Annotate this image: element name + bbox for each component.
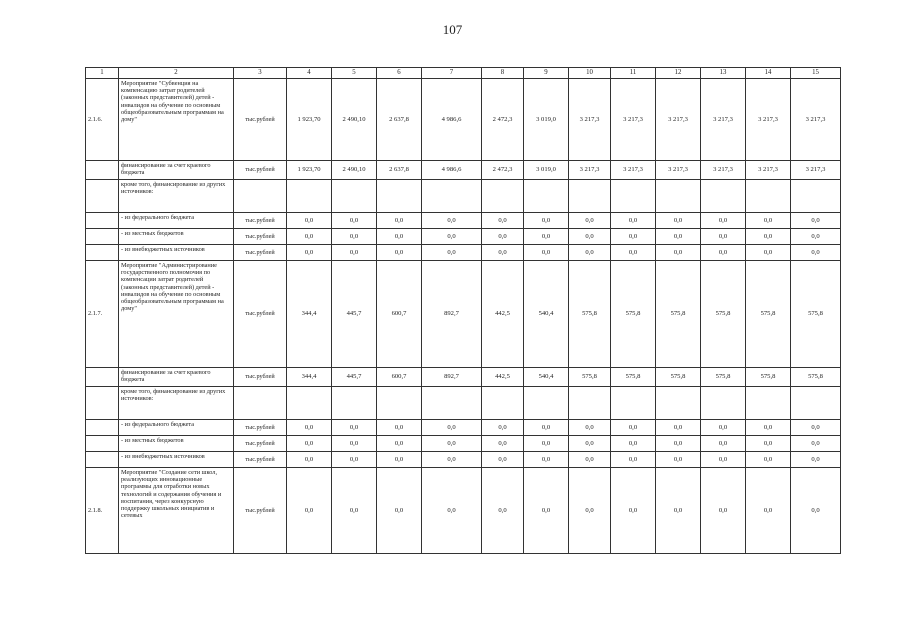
row-code [86, 245, 119, 261]
value-cell: 0,0 [746, 436, 791, 452]
row-name: Мероприятие "Администрирование государственного полномочия по компенсации затрат родителей (законных представителей) детей - инвалидов на обучение по основным общеобразовательным программам на дому" [119, 261, 234, 368]
value-cell: 0,0 [746, 420, 791, 436]
value-cell: 3 217,3 [791, 161, 841, 180]
value-cell: 0,0 [332, 468, 377, 554]
value-cell: 3 217,3 [701, 79, 746, 161]
value-cell: 2 472,3 [482, 79, 524, 161]
value-cell: 0,0 [791, 229, 841, 245]
value-cell: 0,0 [746, 452, 791, 468]
value-cell [332, 180, 377, 213]
value-cell: 0,0 [524, 245, 569, 261]
value-cell: 0,0 [332, 245, 377, 261]
value-cell: 575,8 [611, 261, 656, 368]
value-cell: 600,7 [377, 261, 422, 368]
value-cell: 0,0 [746, 245, 791, 261]
value-cell: 0,0 [656, 420, 701, 436]
value-cell [377, 387, 422, 420]
value-cell: 0,0 [791, 468, 841, 554]
row-unit [234, 387, 287, 420]
value-cell: 0,0 [656, 452, 701, 468]
value-cell [332, 387, 377, 420]
value-cell [656, 387, 701, 420]
value-cell: 0,0 [701, 213, 746, 229]
value-cell: 0,0 [656, 468, 701, 554]
column-header: 1 [86, 68, 119, 79]
column-header: 8 [482, 68, 524, 79]
row-code [86, 213, 119, 229]
row-code [86, 420, 119, 436]
value-cell: 3 217,3 [569, 79, 611, 161]
value-cell: 3 217,3 [569, 161, 611, 180]
value-cell: 3 217,3 [656, 161, 701, 180]
row-name: - из местных бюджетов [119, 229, 234, 245]
value-cell [791, 180, 841, 213]
column-header: 9 [524, 68, 569, 79]
value-cell [524, 387, 569, 420]
value-cell: 0,0 [287, 213, 332, 229]
row-name: - из местных бюджетов [119, 436, 234, 452]
value-cell: 0,0 [611, 452, 656, 468]
value-cell: 3 217,3 [746, 161, 791, 180]
value-cell [569, 180, 611, 213]
value-cell: 442,5 [482, 368, 524, 387]
row-code [86, 452, 119, 468]
value-cell: 575,8 [656, 261, 701, 368]
value-cell: 0,0 [287, 229, 332, 245]
value-cell: 0,0 [422, 213, 482, 229]
value-cell: 1 923,70 [287, 161, 332, 180]
row-name: финансирование за счет краевого бюджета [119, 368, 234, 387]
value-cell: 0,0 [569, 468, 611, 554]
value-cell: 2 490,10 [332, 79, 377, 161]
column-header: 3 [234, 68, 287, 79]
value-cell: 0,0 [569, 213, 611, 229]
table-header-row [86, 68, 841, 79]
row-code [86, 180, 119, 213]
value-cell: 0,0 [482, 420, 524, 436]
value-cell: 0,0 [701, 420, 746, 436]
value-cell [524, 180, 569, 213]
value-cell: 0,0 [611, 229, 656, 245]
value-cell: 575,8 [656, 368, 701, 387]
column-header: 4 [287, 68, 332, 79]
value-cell: 0,0 [377, 436, 422, 452]
row-name: - из внебюджетных источников [119, 452, 234, 468]
value-cell: 0,0 [791, 245, 841, 261]
value-cell: 0,0 [377, 245, 422, 261]
row-unit: тыс.рублей [234, 436, 287, 452]
value-cell: 0,0 [332, 229, 377, 245]
value-cell: 2 490,10 [332, 161, 377, 180]
value-cell: 3 217,3 [611, 161, 656, 180]
row-name: кроме того, финансирование из других источников: [119, 180, 234, 213]
value-cell: 3 217,3 [611, 79, 656, 161]
value-cell: 3 217,3 [746, 79, 791, 161]
table-row [86, 161, 841, 180]
value-cell: 2 472,3 [482, 161, 524, 180]
value-cell: 0,0 [377, 229, 422, 245]
row-code [86, 387, 119, 420]
value-cell: 0,0 [569, 452, 611, 468]
value-cell [746, 387, 791, 420]
value-cell: 344,4 [287, 368, 332, 387]
value-cell: 0,0 [482, 452, 524, 468]
value-cell: 0,0 [791, 436, 841, 452]
value-cell: 0,0 [287, 452, 332, 468]
value-cell: 892,7 [422, 261, 482, 368]
value-cell [656, 180, 701, 213]
value-cell: 0,0 [611, 213, 656, 229]
value-cell: 0,0 [701, 452, 746, 468]
table-row [86, 452, 841, 468]
value-cell: 0,0 [746, 468, 791, 554]
value-cell: 540,4 [524, 368, 569, 387]
table-body [86, 68, 841, 554]
row-code: 2.1.8. [86, 468, 119, 554]
value-cell [611, 387, 656, 420]
value-cell [287, 387, 332, 420]
value-cell [611, 180, 656, 213]
value-cell: 0,0 [569, 245, 611, 261]
value-cell: 575,8 [611, 368, 656, 387]
column-header: 14 [746, 68, 791, 79]
value-cell: 0,0 [611, 468, 656, 554]
value-cell: 0,0 [611, 436, 656, 452]
table-row [86, 213, 841, 229]
row-unit: тыс.рублей [234, 213, 287, 229]
row-code [86, 161, 119, 180]
value-cell [377, 180, 422, 213]
value-cell [422, 387, 482, 420]
row-name: Мероприятие "Субвенция на компенсацию затрат родителей (законных представителей) детей - инвалидов на обучение по основным общеобразовательным программам на дому" [119, 79, 234, 161]
value-cell [701, 180, 746, 213]
table-row [86, 368, 841, 387]
value-cell: 0,0 [287, 468, 332, 554]
value-cell [746, 180, 791, 213]
table-row [86, 436, 841, 452]
table-row [86, 79, 841, 161]
value-cell: 0,0 [611, 420, 656, 436]
value-cell: 0,0 [422, 229, 482, 245]
value-cell: 0,0 [422, 436, 482, 452]
column-header: 11 [611, 68, 656, 79]
row-unit: тыс.рублей [234, 468, 287, 554]
row-code [86, 368, 119, 387]
column-header: 6 [377, 68, 422, 79]
row-unit: тыс.рублей [234, 161, 287, 180]
row-unit: тыс.рублей [234, 420, 287, 436]
table-row [86, 229, 841, 245]
value-cell: 0,0 [524, 436, 569, 452]
value-cell: 0,0 [422, 468, 482, 554]
value-cell: 0,0 [422, 420, 482, 436]
value-cell: 3 217,3 [791, 79, 841, 161]
value-cell: 0,0 [569, 436, 611, 452]
value-cell: 0,0 [482, 436, 524, 452]
value-cell: 0,0 [746, 229, 791, 245]
value-cell: 0,0 [701, 468, 746, 554]
value-cell: 0,0 [377, 452, 422, 468]
value-cell: 0,0 [656, 213, 701, 229]
value-cell: 0,0 [332, 452, 377, 468]
value-cell: 0,0 [287, 245, 332, 261]
value-cell: 0,0 [656, 436, 701, 452]
budget-table [85, 67, 841, 554]
value-cell: 575,8 [701, 261, 746, 368]
value-cell: 4 986,6 [422, 79, 482, 161]
value-cell: 540,4 [524, 261, 569, 368]
value-cell: 1 923,70 [287, 79, 332, 161]
row-unit: тыс.рублей [234, 79, 287, 161]
value-cell [482, 180, 524, 213]
value-cell: 0,0 [422, 452, 482, 468]
row-code [86, 229, 119, 245]
value-cell: 3 217,3 [701, 161, 746, 180]
value-cell: 0,0 [524, 213, 569, 229]
column-header: 10 [569, 68, 611, 79]
value-cell [701, 387, 746, 420]
row-code: 2.1.6. [86, 79, 119, 161]
value-cell: 0,0 [791, 452, 841, 468]
value-cell: 4 986,6 [422, 161, 482, 180]
value-cell: 0,0 [482, 213, 524, 229]
value-cell: 0,0 [701, 229, 746, 245]
table-row [86, 420, 841, 436]
value-cell: 0,0 [701, 436, 746, 452]
value-cell: 0,0 [377, 420, 422, 436]
row-name: - из федерального бюджета [119, 213, 234, 229]
column-header: 7 [422, 68, 482, 79]
row-unit: тыс.рублей [234, 261, 287, 368]
row-unit: тыс.рублей [234, 452, 287, 468]
value-cell: 0,0 [524, 229, 569, 245]
value-cell: 575,8 [791, 368, 841, 387]
value-cell: 575,8 [746, 261, 791, 368]
value-cell: 2 637,8 [377, 161, 422, 180]
table-row [86, 387, 841, 420]
value-cell: 0,0 [524, 468, 569, 554]
value-cell: 575,8 [746, 368, 791, 387]
value-cell: 0,0 [332, 213, 377, 229]
value-cell: 0,0 [656, 245, 701, 261]
column-header: 13 [701, 68, 746, 79]
value-cell: 0,0 [656, 229, 701, 245]
row-name: финансирование за счет краевого бюджета [119, 161, 234, 180]
row-code: 2.1.7. [86, 261, 119, 368]
value-cell: 344,4 [287, 261, 332, 368]
value-cell: 0,0 [569, 229, 611, 245]
row-name: кроме того, финансирование из других источников: [119, 387, 234, 420]
table-row [86, 245, 841, 261]
value-cell: 0,0 [569, 420, 611, 436]
value-cell: 575,8 [791, 261, 841, 368]
value-cell: 0,0 [746, 213, 791, 229]
row-code [86, 436, 119, 452]
table-row [86, 180, 841, 213]
row-unit [234, 180, 287, 213]
value-cell: 442,5 [482, 261, 524, 368]
value-cell: 3 019,0 [524, 161, 569, 180]
value-cell: 0,0 [377, 468, 422, 554]
value-cell: 0,0 [377, 213, 422, 229]
value-cell: 0,0 [422, 245, 482, 261]
value-cell: 0,0 [332, 436, 377, 452]
value-cell [422, 180, 482, 213]
value-cell: 600,7 [377, 368, 422, 387]
column-header: 5 [332, 68, 377, 79]
column-header: 2 [119, 68, 234, 79]
value-cell: 3 019,0 [524, 79, 569, 161]
value-cell [791, 387, 841, 420]
value-cell: 0,0 [482, 468, 524, 554]
value-cell: 0,0 [701, 245, 746, 261]
value-cell [287, 180, 332, 213]
row-unit: тыс.рублей [234, 245, 287, 261]
value-cell: 0,0 [287, 436, 332, 452]
value-cell: 575,8 [569, 368, 611, 387]
row-name: Мероприятие "Создание сети школ, реализующих инновационные программы для отработки новых технологий и содержания обучения и воспитания, через конкурсную поддержку школьных инициатив и сетевых [119, 468, 234, 554]
row-name: - из внебюджетных источников [119, 245, 234, 261]
value-cell: 575,8 [701, 368, 746, 387]
value-cell: 0,0 [611, 245, 656, 261]
value-cell: 445,7 [332, 261, 377, 368]
row-unit: тыс.рублей [234, 368, 287, 387]
value-cell: 2 637,8 [377, 79, 422, 161]
row-name: - из федерального бюджета [119, 420, 234, 436]
value-cell: 445,7 [332, 368, 377, 387]
value-cell: 0,0 [482, 245, 524, 261]
row-unit: тыс.рублей [234, 229, 287, 245]
table-row [86, 261, 841, 368]
value-cell [482, 387, 524, 420]
table-row [86, 468, 841, 554]
value-cell: 3 217,3 [656, 79, 701, 161]
value-cell: 0,0 [791, 420, 841, 436]
value-cell: 0,0 [287, 420, 332, 436]
value-cell [569, 387, 611, 420]
value-cell: 0,0 [332, 420, 377, 436]
value-cell: 575,8 [569, 261, 611, 368]
value-cell: 0,0 [524, 452, 569, 468]
value-cell: 892,7 [422, 368, 482, 387]
column-header: 15 [791, 68, 841, 79]
value-cell: 0,0 [524, 420, 569, 436]
value-cell: 0,0 [482, 229, 524, 245]
page-number: 107 [442, 22, 463, 37]
value-cell: 0,0 [791, 213, 841, 229]
column-header: 12 [656, 68, 701, 79]
